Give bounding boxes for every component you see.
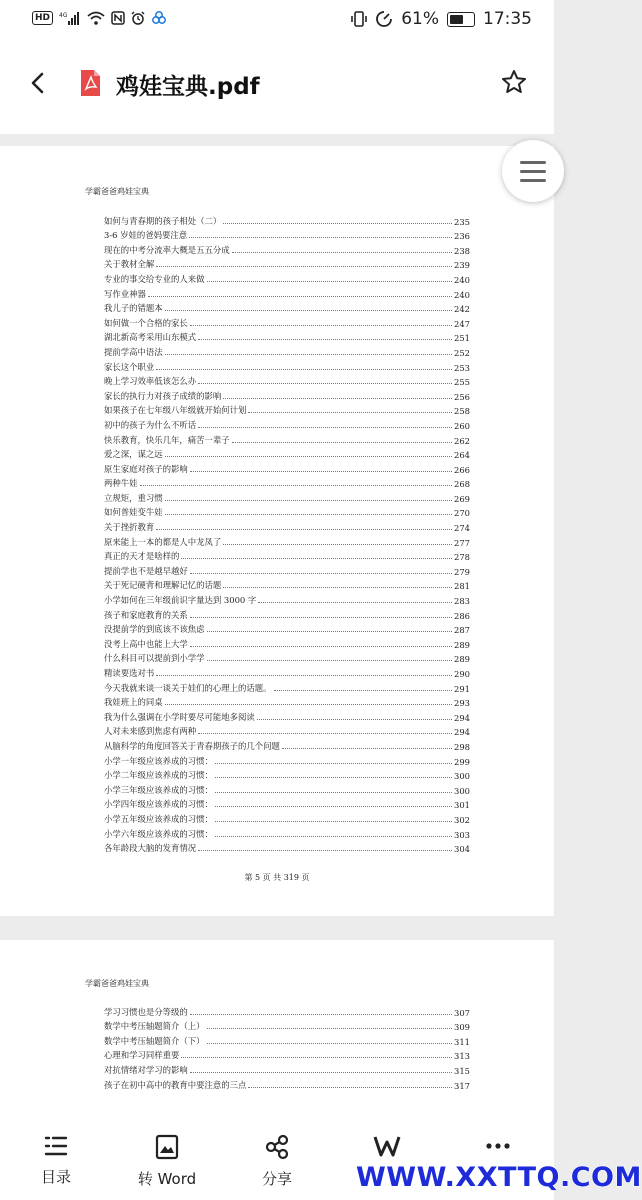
tab-toc[interactable] [6,1134,106,1187]
svg-text:4G: 4G [59,12,68,19]
toc-entry-page: 255 [454,377,470,388]
toc-entry-page: 256 [454,391,470,402]
share-icon [264,1134,290,1160]
toc-leader-dots [232,442,452,443]
toc-leader-dots [198,427,452,428]
toc-leader-dots [165,456,452,457]
toc-entry[interactable] [104,723,470,738]
toc-entry-page: 240 [454,289,470,300]
tab-convert-word[interactable] [117,1134,217,1189]
toc-entry[interactable] [104,402,470,417]
toc-entry-title: 小学四年级应该养成的习惯： [104,799,213,810]
toc-entry[interactable] [104,621,470,636]
toc-entry-page: 264 [454,450,470,461]
tab-toc-label: 目录 [40,1168,71,1186]
toc-entry-title: 数学中考压轴题简介（上） [104,1021,205,1032]
toc-entry[interactable] [104,329,470,344]
toc-entry-title: 初中的孩子为什么不听话 [104,419,197,430]
toc-entry-title: 小学如何在三年级前识字量达到 3000 字 [104,595,257,606]
pdf-page-6[interactable] [0,940,554,1120]
toc-leader-dots [223,544,452,545]
toc-entry-page: 238 [454,245,470,256]
toc-entry-page: 317 [454,1080,470,1091]
toc-entry-page: 287 [454,625,470,636]
toc-entry-page: 294 [454,712,470,723]
toc-entry[interactable] [104,694,470,709]
tab-share-label: 分享 [261,1170,292,1188]
toc-entry-page: 253 [454,362,470,373]
toc-entry-title: 3-6 岁娃的爸妈要注意 [104,230,188,241]
toc-entry[interactable] [104,781,470,796]
toc-entry-page: 300 [454,785,470,796]
toc-entry-page: 270 [454,508,470,519]
favorite-star-icon[interactable] [500,68,528,96]
toc-entry[interactable] [104,606,470,621]
status-bar [0,0,554,40]
toc-entry-page: 236 [454,231,470,242]
toc-entry-title: 快乐教育，快乐几年，痛苦一辈子 [104,434,230,445]
toc-leader-dots [223,587,452,588]
toc-leader-dots [248,412,452,413]
toc-entry-page: 301 [454,800,470,811]
toc-entry-title: 晚上学习效率低该怎么办 [104,376,197,387]
toc-entry-title: 精读要选对书 [104,668,155,678]
toc-leader-dots [207,660,453,661]
hd-icon: HD [32,11,53,25]
toc-leader-dots [190,471,452,472]
toc-leader-dots [198,733,452,734]
tab-share[interactable] [227,1134,327,1189]
toc-entry-page: 251 [454,333,470,344]
toc-entry-page: 289 [454,639,470,650]
toc-entry[interactable] [104,1032,470,1047]
toc-leader-dots [190,573,452,574]
back-arrow-icon[interactable] [24,68,54,98]
toc-leader-dots [198,339,452,340]
toc-entry[interactable] [104,767,470,782]
toc-entry[interactable] [104,256,470,271]
toc-entry-page: 260 [454,420,470,431]
toc-leader-dots [232,252,452,253]
toc-leader-dots [215,806,452,807]
toc-entry-title: 没考上高中也能上大学 [104,638,188,649]
toc-leader-dots [215,792,452,793]
toc-leader-dots [258,602,452,603]
toc-entry-page: 239 [454,260,470,271]
toc-entry-title: 如何做一个合格的家长 [104,317,188,328]
toc-entry[interactable] [104,679,470,694]
toc-leader-dots [165,500,452,501]
toc-entry[interactable] [104,650,470,665]
toc-entry-title: 关于教材全解 [104,259,155,270]
toc-entry[interactable] [104,1003,470,1018]
battery-saver-icon [375,10,393,28]
toc-entry-title: 今天我就来谈一谈关于娃们的心理上的话题。 [104,682,272,693]
toc-entry-title: 原来能上一本的都是人中龙凤了 [104,536,222,547]
toc-entry-page: 313 [454,1051,470,1062]
more-icon [485,1134,511,1158]
toc-entry-title: 提前学高中语法 [104,346,163,357]
toc-entry-page: 278 [454,552,470,563]
toc-entry[interactable] [104,635,470,650]
toc-entry-title: 如何与青春期的孩子相处（二） [104,215,222,226]
toc-entry[interactable] [104,591,470,606]
toc-entry-title: 立规矩，重习惯 [104,492,163,503]
toc-entry[interactable] [104,518,470,533]
toc-leader-dots [165,704,452,705]
status-left [32,11,167,25]
toc-entry-title: 从脑科学的角度回答关于青春期孩子的几个问题 [104,740,280,751]
toc-entry-title: 没提前学的到底该不该焦虑 [104,624,205,635]
toc-entry[interactable] [104,431,470,446]
tab-convert-word-label: 转 Word [137,1170,197,1188]
toc-entry-page: 289 [454,654,470,665]
toc-entry-title: 家长这个职业 [104,361,155,372]
toc-list-icon [43,1134,69,1158]
toc-leader-dots [165,514,452,515]
toc-entry-page: 304 [454,844,470,855]
nfc-icon [111,11,125,25]
toc-entry-page: 298 [454,741,470,752]
toc-entry-page: 235 [454,216,470,227]
toc-entry[interactable] [104,300,470,315]
toc-leader-dots [156,369,452,370]
toc-entry-title: 真正的天才是啥样的 [104,551,180,562]
toc-entry[interactable] [104,708,470,723]
toc-entry[interactable] [104,562,470,577]
toc-leader-dots [181,558,452,559]
toc-entry-page: 274 [454,523,470,534]
toc-entry-title: 我为什么强调在小学时要尽可能地多阅读 [104,711,255,722]
toc-entry[interactable] [104,387,470,402]
toc-entry[interactable] [104,227,470,242]
toc-entry-title: 小学三年级应该养成的习惯： [104,784,213,795]
toc-entry[interactable] [104,373,470,388]
battery-icon [447,12,475,27]
toc-entry-page: 293 [454,698,470,709]
toc-entry-title: 小学一年级应该养成的习惯： [104,755,213,766]
toc-entry-page: 242 [454,304,470,315]
toc-entry-title: 爱之深，谋之远 [104,449,163,460]
pdf-page-5[interactable] [0,146,554,916]
toc-entry-title: 什么科目可以提前到小学学 [104,653,205,664]
toc-entry-title: 如何普娃变牛娃 [104,507,163,518]
signal-icon [59,11,81,25]
toc-entry-title: 关于挫折教育 [104,522,155,533]
toc-leader-dots [165,354,452,355]
toc-entry-page: 268 [454,479,470,490]
toc-entry-page: 290 [454,669,470,679]
toc-entry-title: 数学中考压轴题简介（下） [104,1035,205,1046]
toc-entry-page: 309 [454,1022,470,1033]
toc-entry[interactable] [104,212,470,227]
toc-leader-dots [156,675,452,676]
toc-leader-dots [148,296,452,297]
toc-entry-page: 299 [454,756,470,767]
pdf-file-icon [78,69,102,97]
toc-entry[interactable] [104,577,470,592]
toc-entry-title: 各年龄段大脑的发育情况 [104,843,197,854]
app-notification-icon [151,11,167,25]
toc-entry-title: 提前学也不是越早越好 [104,565,188,576]
toc-leader-dots [190,617,452,618]
document-title: 鸡娃宝典.pdf [116,74,260,100]
toc-leader-dots [274,690,453,691]
toc-entry-title: 人对未来感到焦虑有两种 [104,726,197,737]
toc-leader-dots [282,748,452,749]
toc-entry-title: 小学六年级应该养成的习惯： [104,828,213,839]
toc-leader-dots [190,1014,452,1015]
toc-entry-title: 家长的执行力对孩子成绩的影响 [104,390,222,401]
toc-entry[interactable] [104,810,470,825]
toc-entry-title: 小学二年级应该养成的习惯： [104,770,213,781]
toc-entry-title: 学习习惯也是分等级的 [104,1006,188,1017]
toc-entry[interactable] [104,285,470,300]
toc-leader-dots [223,398,452,399]
toc-entry[interactable] [104,460,470,475]
toc-entry-title: 我儿子的错题本 [104,303,163,314]
toc-entry-page: 266 [454,464,470,475]
title-bar [0,40,554,134]
toc-leader-dots [156,266,452,267]
toc-entry-title: 关于死记硬背和理解记忆的话题 [104,580,222,591]
status-right [351,9,532,29]
toc-leader-dots [215,836,452,837]
clock: 17:35 [483,9,532,29]
wifi-icon [87,11,105,25]
toc-entry-title: 写作业神器 [104,288,146,299]
image-frame-icon [154,1134,180,1160]
toc-leader-dots [189,237,452,238]
toc-entry-title: 两种牛娃 [104,478,138,489]
floating-menu-button[interactable] [502,140,564,202]
alarm-icon [131,11,145,25]
toc-list [104,1003,470,1091]
battery-percent: 61% [401,9,439,29]
toc-entry-page: 279 [454,566,470,577]
toc-leader-dots [156,529,452,530]
toc-entry-title: 湖北新高考采用山东模式 [104,332,197,343]
toc-leader-dots [215,821,452,822]
toc-entry-page: 247 [454,318,470,329]
toc-entry-page: 302 [454,814,470,825]
toc-entry[interactable] [104,358,470,373]
toc-entry-title: 孩子和家庭教育的关系 [104,609,188,620]
toc-leader-dots [190,1072,452,1073]
toc-leader-dots [181,1057,452,1058]
toc-entry[interactable] [104,825,470,840]
toc-entry-page: 315 [454,1065,470,1076]
toc-entry[interactable] [104,446,470,461]
toc-entry-page: 269 [454,493,470,504]
toc-leader-dots [215,763,452,764]
toc-entry-page: 311 [454,1036,470,1047]
toc-entry[interactable] [104,840,470,855]
toc-entry-title: 孩子在初中高中的教育中要注意的三点 [104,1079,247,1090]
toc-entry-title: 我娃班上的同桌 [104,697,163,708]
running-head: 学霸爸爸鸡娃宝典 [85,979,149,988]
toc-leader-dots [140,485,453,486]
toc-entry[interactable] [104,752,470,767]
toc-entry-page: 303 [454,829,470,840]
toc-entry-title: 对抗情绪对学习的影响 [104,1064,188,1075]
toc-entry[interactable] [104,796,470,811]
toc-entry-page: 240 [454,274,470,285]
toc-entry[interactable] [104,1047,470,1062]
toc-entry[interactable] [104,270,470,285]
toc-entry-page: 281 [454,581,470,592]
toc-leader-dots [223,223,452,224]
toc-entry[interactable] [104,548,470,563]
toc-entry-title: 专业的事交给专业的人来做 [104,273,205,284]
wps-logo-icon [373,1134,401,1158]
toc-leader-dots [190,325,452,326]
toc-leader-dots [257,719,452,720]
toc-entry[interactable] [104,1018,470,1033]
toc-entry-title: 小学五年级应该养成的习惯： [104,813,213,824]
toc-entry[interactable] [104,664,470,679]
toc-entry-page: 258 [454,406,470,417]
toc-entry-page: 291 [454,683,470,694]
toc-leader-dots [207,1043,453,1044]
toc-list [104,212,470,854]
toc-entry[interactable] [104,737,470,752]
toc-entry-page: 294 [454,727,470,738]
toc-leader-dots [215,777,452,778]
toc-entry-page: 262 [454,435,470,446]
toc-entry[interactable] [104,533,470,548]
running-head: 学霸爸爸鸡娃宝典 [85,187,149,196]
toc-entry-title: 原生家庭对孩子的影响 [104,463,188,474]
toc-entry[interactable] [104,314,470,329]
toc-leader-dots [207,1028,453,1029]
toc-entry-page: 283 [454,596,470,607]
toc-entry[interactable] [104,489,470,504]
toc-entry[interactable] [104,241,470,256]
watermark: WWW.XXTTQ.COM [356,1162,642,1193]
toc-entry-page: 277 [454,537,470,548]
toc-leader-dots [190,646,452,647]
page-footer: 第 5 页 共 319 页 [244,873,310,882]
toc-leader-dots [207,281,453,282]
toc-entry[interactable] [104,343,470,358]
toc-entry[interactable] [104,1076,470,1091]
toc-entry-page: 252 [454,347,470,358]
toc-entry-title: 如果孩子在七年级八年级就开始何计划 [104,405,247,416]
toc-entry-page: 286 [454,610,470,621]
vibrate-icon [351,10,367,28]
toc-entry[interactable] [104,504,470,519]
toc-leader-dots [198,383,452,384]
toc-entry[interactable] [104,475,470,490]
toc-entry[interactable] [104,1061,470,1076]
toc-leader-dots [248,1087,452,1088]
toc-entry[interactable] [104,416,470,431]
toc-leader-dots [207,631,453,632]
toc-entry-title: 心理和学习同样重要 [104,1050,180,1061]
toc-leader-dots [198,850,452,851]
toc-entry-page: 307 [454,1007,470,1018]
toc-entry-title: 现在的中考分流率大概是五五分成 [104,244,230,255]
toc-entry-page: 300 [454,771,470,782]
toc-leader-dots [165,310,452,311]
